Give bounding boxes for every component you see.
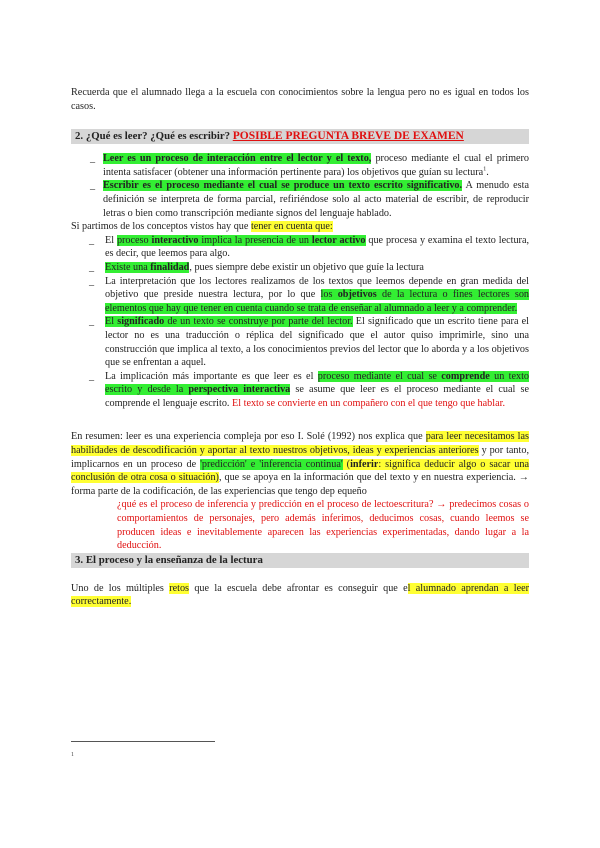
resumen-paragraph: En resumen: leer es una experiencia compleja por eso I. Solé (1992) nos explica que para leer necesitamos las habilidades de descodificación y aportar al texto nuestros objetivos, ideas y experiencias anteriores y por tanto, implicarnos en un proceso de 'predicción' e 'inferencia continua' (inferir: significa deducir algo o sacar una conclusión de otra cosa o situación), que se apoya en la información que del texto y en nuestra experiencia. → forma parte de la codificación, de las experiencias que tengo dep equeño [71,431,530,497]
bullet: _ [89,234,95,246]
list-item-5: _ La implicación más importante es que leer es el proceso mediante el cual se comprende un texto escrito y desde la perspectiva interactiva se asume que leer es el proceso mediante el cual se comprende el lenguaje escrito. El texto se convierte en un compañero con el que tengo que hablar. [89,370,530,409]
escribir-definition-text: A menudo esta definición se interpreta de forma parcial, refiriéndose solo al acto material de escribir, de reproducir letras o bien como transcripción mediante signos del lenguaje hablado. [103,180,529,219]
retos-paragraph: Uno de los múltiples retos que la escuela debe afrontar es conseguir que el alumnado aprendan a leer correctamente. [71,582,529,608]
footnote-ref: 1 [483,166,487,173]
definition-escribir [71,179,529,220]
bullet: _ [90,153,96,165]
leer-definition-end: . [486,166,489,178]
section-2-number: 2. [75,130,84,143]
leer-definition-bold: Leer es un proceso de interacción entre el lector y el texto, [103,153,372,165]
bullet: _ [89,370,95,382]
leer-definition-text: proceso mediante el cual el primero intenta satisfacer (obtener una información pertinente para) los objetivos que guían su lectura [103,153,530,178]
list-item-4: _ El significado de un texto se construye por parte del lector. El significado que un escrito tiene para el lector no es una traducción o réplica del significado que el autor quiso imprimirle, sino una construcción que implica al texto, a los conocimientos previos del lector que lo aborda y a los objetivos que se enfrentan a aquel. [89,316,529,369]
footnote-number: 1 [71,752,74,758]
bullet: _ [89,316,95,328]
escribir-definition-bold: Escribir es el proceso mediante el cual se produce un texto escrito significativo. [103,180,463,192]
bullet: _ [89,261,95,273]
red-note: ¿qué es el proceso de inferencia y predicción en el proceso de lectoescritura? → predecimos cosas o comportamientos de personajes, pero además inferimos, deducimos cosas, cuando leemos se producen ideas e inevitablemente aparecen las experiencias experimentadas, dando lugar a la deducción. [117,499,529,552]
bullet: _ [89,275,95,287]
list-item-1: _ El proceso interactivo implica la presencia de un lector activo que procesa y examina el texto lectura, es decir, que leemos para algo. [89,234,530,260]
si-partimos-paragraph: Si partimos de los conceptos vistos hay que tener en cuenta que: [71,221,333,233]
bullet: _ [90,180,96,192]
section-2-heading [71,129,529,144]
exam-tag: POSIBLE PREGUNTA BREVE DE EXAMEN [232,130,464,143]
list-item-2: _ Existe una finalidad, pues siempre debe existir un objetivo que guíe la lectura [89,261,424,273]
section-3-number: 3. [75,553,84,566]
intro-paragraph: Recuerda que el alumnado llega a la escuela con conocimientos sobre la lengua pero no es igual en todos los casos. [71,87,529,112]
definition-leer [71,152,529,179]
document-page [71,86,529,609]
list-item-3: _ La interpretación que los lectores realizamos de los textos que leemos depende en gran medida del objetivo que preside nuestra lectura, por lo que los objetivos de la lectura o fines lectores son elementos que hay que tener en cuenta cuando se trata de enseñar al alumnado a leer y a comprender. [89,275,530,314]
section-2-title: ¿Qué es leer? ¿Qué es escribir? [85,130,231,143]
footnote-separator [71,741,215,742]
section-3-title: El proceso y la enseñanza de la lectura [85,553,263,566]
section-3-heading [71,553,529,568]
